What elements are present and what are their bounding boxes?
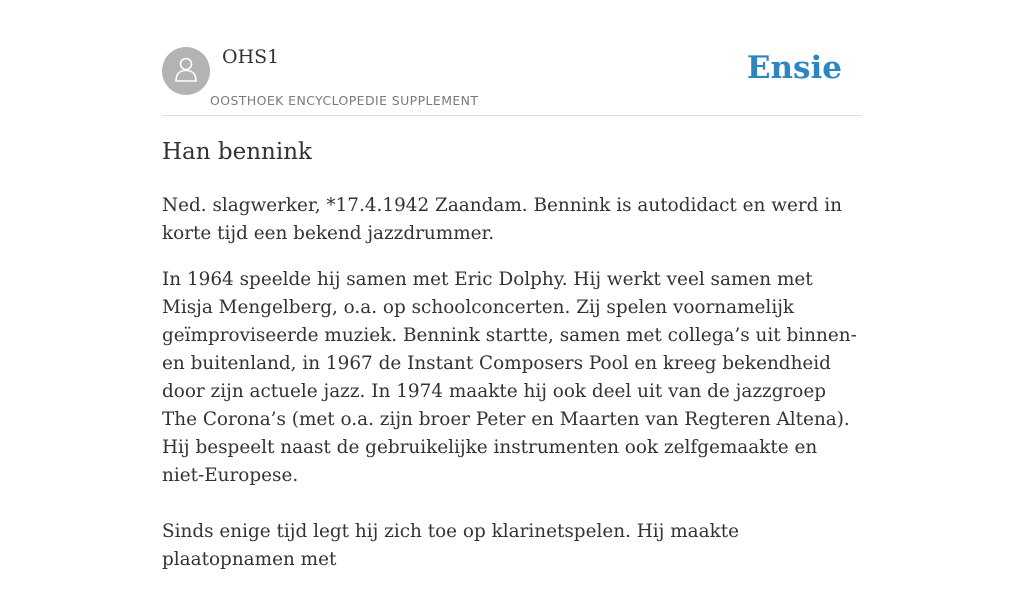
user-icon [171,54,201,88]
header [162,0,862,116]
article-body [162,192,862,592]
page-container [162,0,862,570]
source-name: OOSTHOEK ENCYCLOPEDIE SUPPLEMENT [210,93,479,108]
article-paragraph: Sinds enige tijd legt hij zich toe op klarinetspelen. Hij maakte plaatopnamen met [162,521,740,570]
username-link[interactable]: OHS1 [222,46,280,68]
article-paragraph: Ned. slagwerker, *17.4.1942 Zaandam. Bennink is autodidact en werd in korte tijd een bekend jazzdrummer. [162,195,842,244]
article-title: Han bennink [162,139,312,165]
avatar[interactable] [162,47,210,95]
brand-logo-link[interactable]: Ensie [746,50,842,86]
article-paragraph: In 1964 speelde hij samen met Eric Dolphy. Hij werkt veel samen met Misja Mengelberg, o.a. op schoolconcerten. Zij spelen voornamelijk geïmproviseerde muziek. Bennink startte, samen met collega’s uit binnen- en buitenland, in 1967 de Instant Composers Pool en kreeg bekendheid door zijn actuele jazz. In 1974 maakte hij ook deel uit van de jazzgroep The Corona’s (met o.a. zijn broer Peter en Maarten van Regteren Altena). Hij bespeelt naast de gebruikelijke instrumenten ook zelfgemaakte en niet-Europese. [162,269,857,486]
